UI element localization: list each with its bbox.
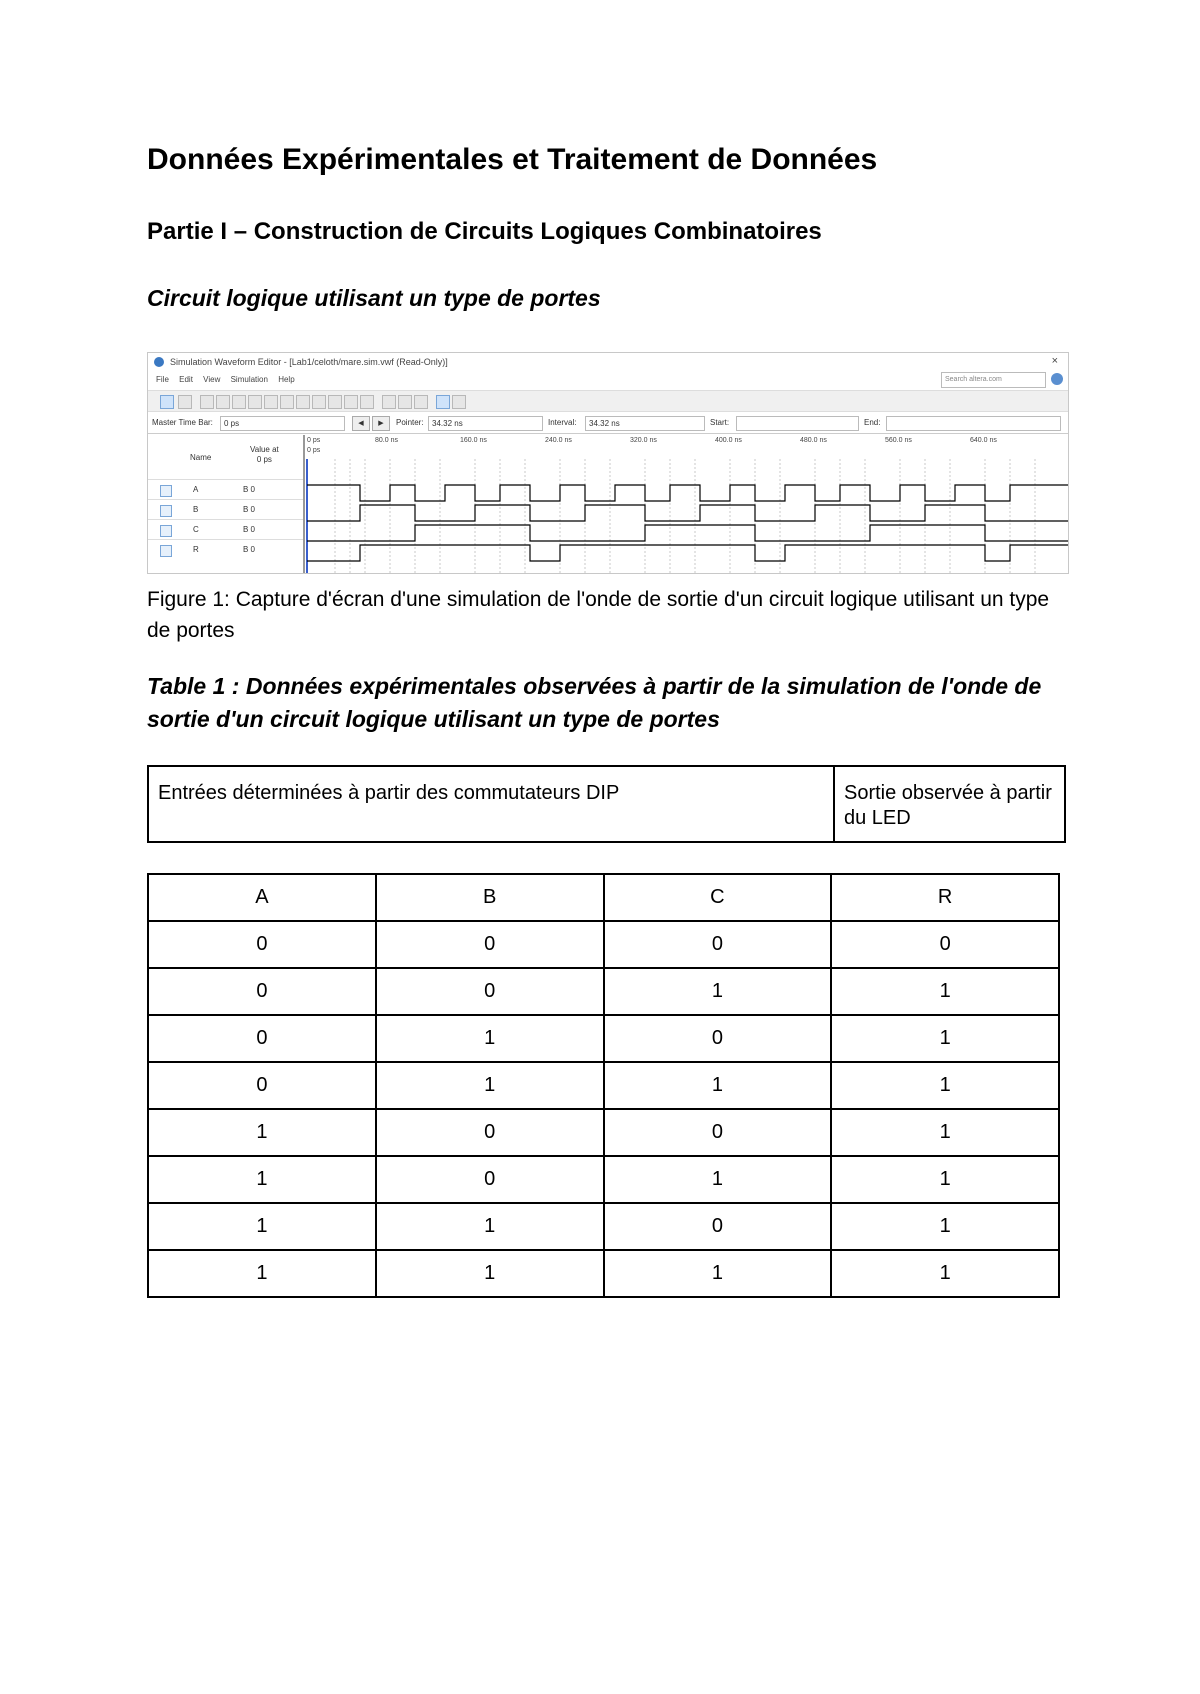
time-tick: 400.0 ns (715, 437, 742, 444)
unknown-value-icon[interactable] (200, 395, 214, 409)
start-field[interactable] (736, 416, 859, 431)
truth-table (147, 873, 1060, 1298)
high-impedance-icon[interactable] (248, 395, 262, 409)
signal-row[interactable] (148, 479, 303, 500)
app-logo-icon (154, 357, 164, 367)
table-cell: 0 (604, 1015, 832, 1062)
grid-view-icon[interactable] (436, 395, 450, 409)
selection-tool-icon[interactable] (160, 395, 174, 409)
menu-edit[interactable]: Edit (179, 375, 193, 384)
section-heading: Partie I – Construction de Circuits Logiques Combinatoires (147, 218, 822, 245)
table-cell: 0 (604, 1109, 832, 1156)
time-tick: 560.0 ns (885, 437, 912, 444)
waveform-area[interactable] (305, 435, 1068, 573)
table-row (148, 1250, 1059, 1297)
time-tick: 240.0 ns (545, 437, 572, 444)
table-cell: 0 (148, 1015, 376, 1062)
start-label: Start: (710, 418, 730, 427)
table-cell: 1 (604, 968, 832, 1015)
functional-sim-icon[interactable] (382, 395, 396, 409)
table-cell: 0 (604, 1203, 832, 1250)
table-cell: 1 (831, 968, 1059, 1015)
signal-row[interactable] (148, 519, 303, 540)
signal-row[interactable] (148, 539, 303, 560)
globe-icon[interactable] (1051, 373, 1063, 385)
signal-value: B 0 (243, 505, 256, 514)
netlist-icon[interactable] (414, 395, 428, 409)
master-time-field[interactable]: 0 ps (220, 416, 345, 431)
input-pin-icon (160, 485, 172, 497)
time-bar (148, 413, 1068, 434)
table-row (148, 1015, 1059, 1062)
output-pin-icon (160, 545, 172, 557)
time-tick: 640.0 ns (970, 437, 997, 444)
time-tick: 0 ps (307, 437, 321, 444)
table-cell: 0 (376, 921, 604, 968)
table-cell: 1 (604, 1156, 832, 1203)
menu-file[interactable]: File (156, 375, 169, 384)
time-tick: 480.0 ns (800, 437, 827, 444)
menu-bar (148, 371, 1068, 389)
table-row (148, 1156, 1059, 1203)
subsection-heading: Circuit logique utilisant un type de portes (147, 285, 601, 311)
table-cell: 0 (148, 968, 376, 1015)
window-titlebar (148, 353, 1068, 371)
table-cell: 1 (148, 1250, 376, 1297)
output-header: Sortie observée à partir du LED (834, 766, 1065, 842)
table-row (148, 1062, 1059, 1109)
table-row (148, 1203, 1059, 1250)
table-caption: Table 1 : Données expérimentales observées à partir de la simulation de l'onde de sortie d'un circuit logique utilisant un type de portes (147, 673, 1042, 732)
table-cell: 0 (604, 921, 832, 968)
table-cell: 1 (831, 1203, 1059, 1250)
input-pin-icon (160, 505, 172, 517)
menu-simulation[interactable]: Simulation (230, 375, 268, 384)
pointer-field[interactable]: 34.32 ns (428, 416, 543, 431)
input-pin-icon (160, 525, 172, 537)
signal-name: R (193, 545, 199, 554)
table-cell: 0 (376, 968, 604, 1015)
menu-help[interactable]: Help (278, 375, 295, 384)
signal-value: B 0 (243, 525, 256, 534)
pointer-label: Pointer: (396, 418, 424, 427)
low-value-icon[interactable] (216, 395, 230, 409)
signal-name: B (193, 505, 199, 514)
name-column-header: Name (190, 453, 212, 462)
table-cell: 0 (148, 921, 376, 968)
value-column-header: Value at 0 ps (250, 445, 279, 464)
report-icon[interactable] (452, 395, 466, 409)
table-header-box (147, 765, 1066, 843)
table-cell: 1 (604, 1062, 832, 1109)
table-row (148, 1109, 1059, 1156)
end-field[interactable] (886, 416, 1061, 431)
table-cell: 1 (376, 1203, 604, 1250)
table-cell: 1 (376, 1015, 604, 1062)
time-tick: 160.0 ns (460, 437, 487, 444)
signal-row[interactable] (148, 499, 303, 520)
master-time-label: Master Time Bar: (152, 418, 213, 427)
weak-low-icon[interactable] (264, 395, 278, 409)
inputs-header: Entrées déterminées à partir des commutateurs DIP (148, 766, 834, 842)
window-title: Simulation Waveform Editor - [Lab1/celoth/mare.sim.vwf (Read-Only)] (170, 357, 448, 367)
signal-name: A (193, 485, 199, 494)
table-cell: 1 (376, 1062, 604, 1109)
table-cell: 0 (831, 921, 1059, 968)
zoom-tool-icon[interactable] (178, 395, 192, 409)
table-cell: 1 (831, 1109, 1059, 1156)
table-cell: 1 (148, 1203, 376, 1250)
signal-value: B 0 (243, 485, 256, 494)
column-header: R (831, 874, 1059, 921)
table-row (148, 921, 1059, 968)
search-input[interactable]: Search altera.com (941, 372, 1046, 388)
signal-list (148, 435, 305, 573)
table-cell: 1 (831, 1250, 1059, 1297)
count-value-icon[interactable] (312, 395, 326, 409)
column-header: A (148, 874, 376, 921)
signal-name: C (193, 525, 199, 534)
weak-high-icon[interactable] (280, 395, 294, 409)
next-transition-button[interactable]: ▶ (372, 416, 390, 431)
table-cell: 1 (831, 1156, 1059, 1203)
column-header: C (604, 874, 832, 921)
table-cell: 0 (148, 1062, 376, 1109)
toolbar (148, 390, 1068, 412)
table-cell: 1 (831, 1015, 1059, 1062)
menu-view[interactable]: View (203, 375, 221, 384)
end-label: End: (864, 418, 881, 427)
table-cell: 1 (148, 1109, 376, 1156)
interval-field[interactable]: 34.32 ns (585, 416, 705, 431)
time-tick: 320.0 ns (630, 437, 657, 444)
figure-caption: Figure 1: Capture d'écran d'une simulation de l'onde de sortie d'un circuit logique utilisant un type de portes (147, 588, 1050, 642)
time-cursor-label: 0 ps (307, 447, 321, 454)
waveform-screenshot (147, 352, 1069, 574)
waveform-svg (305, 435, 1068, 573)
prev-transition-button[interactable]: ◀ (352, 416, 370, 431)
invert-icon[interactable] (296, 395, 310, 409)
clock-icon[interactable] (328, 395, 342, 409)
table-header-row (148, 874, 1059, 921)
random-value-icon[interactable] (360, 395, 374, 409)
table-row (148, 968, 1059, 1015)
interval-label: Interval: (548, 418, 577, 427)
document-heading: Données Expérimentales et Traitement de Données (147, 143, 878, 176)
column-header: B (376, 874, 604, 921)
table-cell: 1 (604, 1250, 832, 1297)
table-cell: 1 (376, 1250, 604, 1297)
timing-sim-icon[interactable] (398, 395, 412, 409)
table-cell: 1 (148, 1156, 376, 1203)
arbitrary-value-icon[interactable] (344, 395, 358, 409)
table-cell: 0 (376, 1109, 604, 1156)
table-cell: 1 (831, 1062, 1059, 1109)
close-icon[interactable]: × (1051, 355, 1058, 367)
high-value-icon[interactable] (232, 395, 246, 409)
signal-value: B 0 (243, 545, 256, 554)
table-cell: 0 (376, 1156, 604, 1203)
time-tick: 80.0 ns (375, 437, 398, 444)
